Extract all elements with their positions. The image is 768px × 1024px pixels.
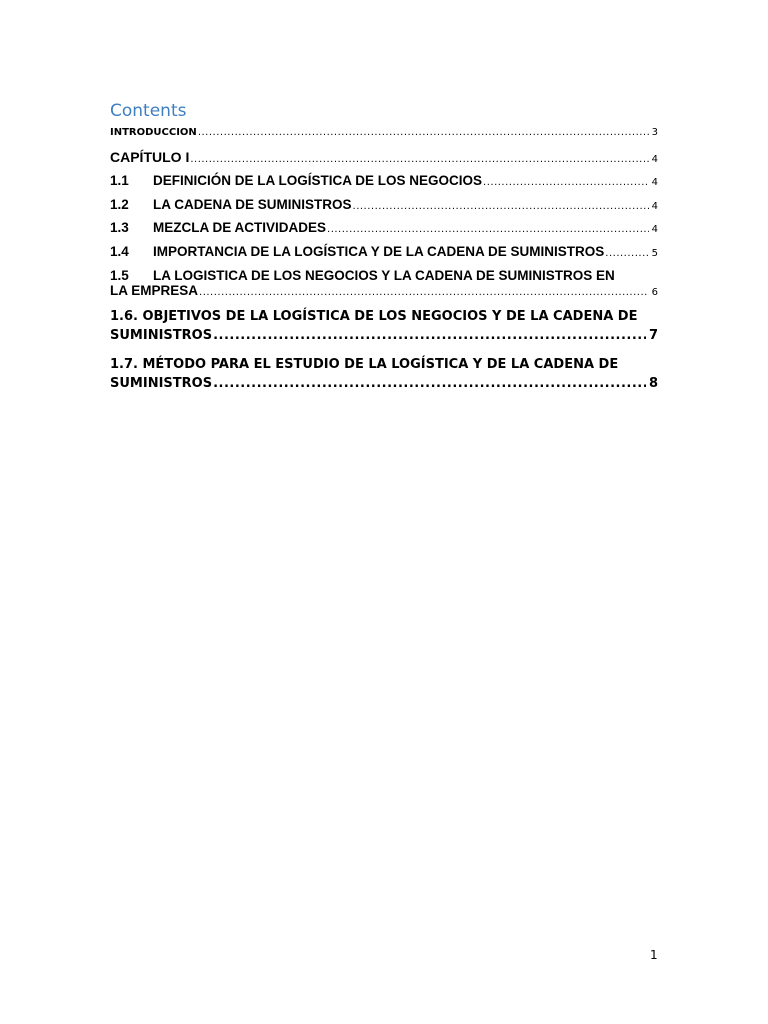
toc-entry-page: 4 [651,201,658,212]
toc-entry-number: 1.5 [110,268,129,283]
dot-leader [327,224,649,235]
toc-entry-1-4[interactable] [110,244,658,259]
toc-entry-page: 4 [651,154,658,165]
toc-entry-label-line1 [110,268,658,283]
dot-leader [353,201,649,212]
toc-entry-number: 1.2 [110,197,129,212]
toc-entry-label [110,197,352,212]
toc-entry-text: MEZCLA DE ACTIVIDADES [153,220,327,235]
toc-entry-text: LA CADENA DE SUMINISTROS [153,197,352,212]
toc-entry-text: LA LOGISTICA DE LOS NEGOCIOS Y LA CADENA DE SUMINISTROS EN [153,268,615,283]
page-number: 1 [650,948,658,962]
toc-entry-number: 1.3 [110,220,129,235]
dot-leader [213,328,646,343]
toc-entry-label-line1: 1.6. OBJETIVOS DE LA LOGÍSTICA DE LOS NEGOCIOS Y DE LA CADENA DE [110,309,638,324]
toc-entry-page: 7 [648,328,658,343]
dot-leader [198,127,649,138]
dot-leader [483,177,649,188]
dot-leader [213,376,646,391]
dot-leader [190,154,648,165]
toc-entry-page: 5 [651,248,658,259]
toc-entry-1-1[interactable] [110,173,658,188]
toc-entry-label: CAPÍTULO I [110,149,190,165]
toc-entry-1-6[interactable] [110,309,658,343]
toc-entry-1-2[interactable] [110,197,658,212]
toc-entry-label-line2: SUMINISTROS [110,376,213,391]
toc-entry-label [110,173,482,188]
toc-entry-page: 4 [651,177,658,188]
toc-entry-introduccion[interactable] [110,127,658,138]
toc-entry-text: IMPORTANCIA DE LA LOGÍSTICA Y DE LA CADENA DE SUMINISTROS [153,244,605,259]
toc-entry-label-line2: LA EMPRESA [110,283,199,298]
toc-entry-capitulo[interactable] [110,149,658,165]
toc-entry-label-line1: 1.7. MÉTODO PARA EL ESTUDIO DE LA LOGÍSTICA Y DE LA CADENA DE [110,357,619,372]
toc-entry-1-7[interactable] [110,357,658,391]
toc-entry-number: 1.4 [110,244,129,259]
dot-leader [199,287,649,298]
toc-entry-label [110,244,604,259]
toc-entry-label: INTRODUCCION [110,127,197,138]
toc-entry-text: DEFINICIÓN DE LA LOGÍSTICA DE LOS NEGOCIOS [153,173,483,188]
toc-entry-label [110,220,326,235]
toc-entry-page: 6 [651,287,658,298]
toc-entry-page: 4 [651,224,658,235]
toc-entry-1-3[interactable] [110,220,658,235]
toc-entry-page: 8 [648,376,658,391]
toc-entry-label-line2: SUMINISTROS [110,328,213,343]
dot-leader [605,248,648,259]
toc-entry-number: 1.1 [110,173,129,188]
toc-entry-page: 3 [651,127,658,138]
toc-entry-1-5[interactable] [110,268,658,298]
toc-title: Contents [110,101,187,121]
